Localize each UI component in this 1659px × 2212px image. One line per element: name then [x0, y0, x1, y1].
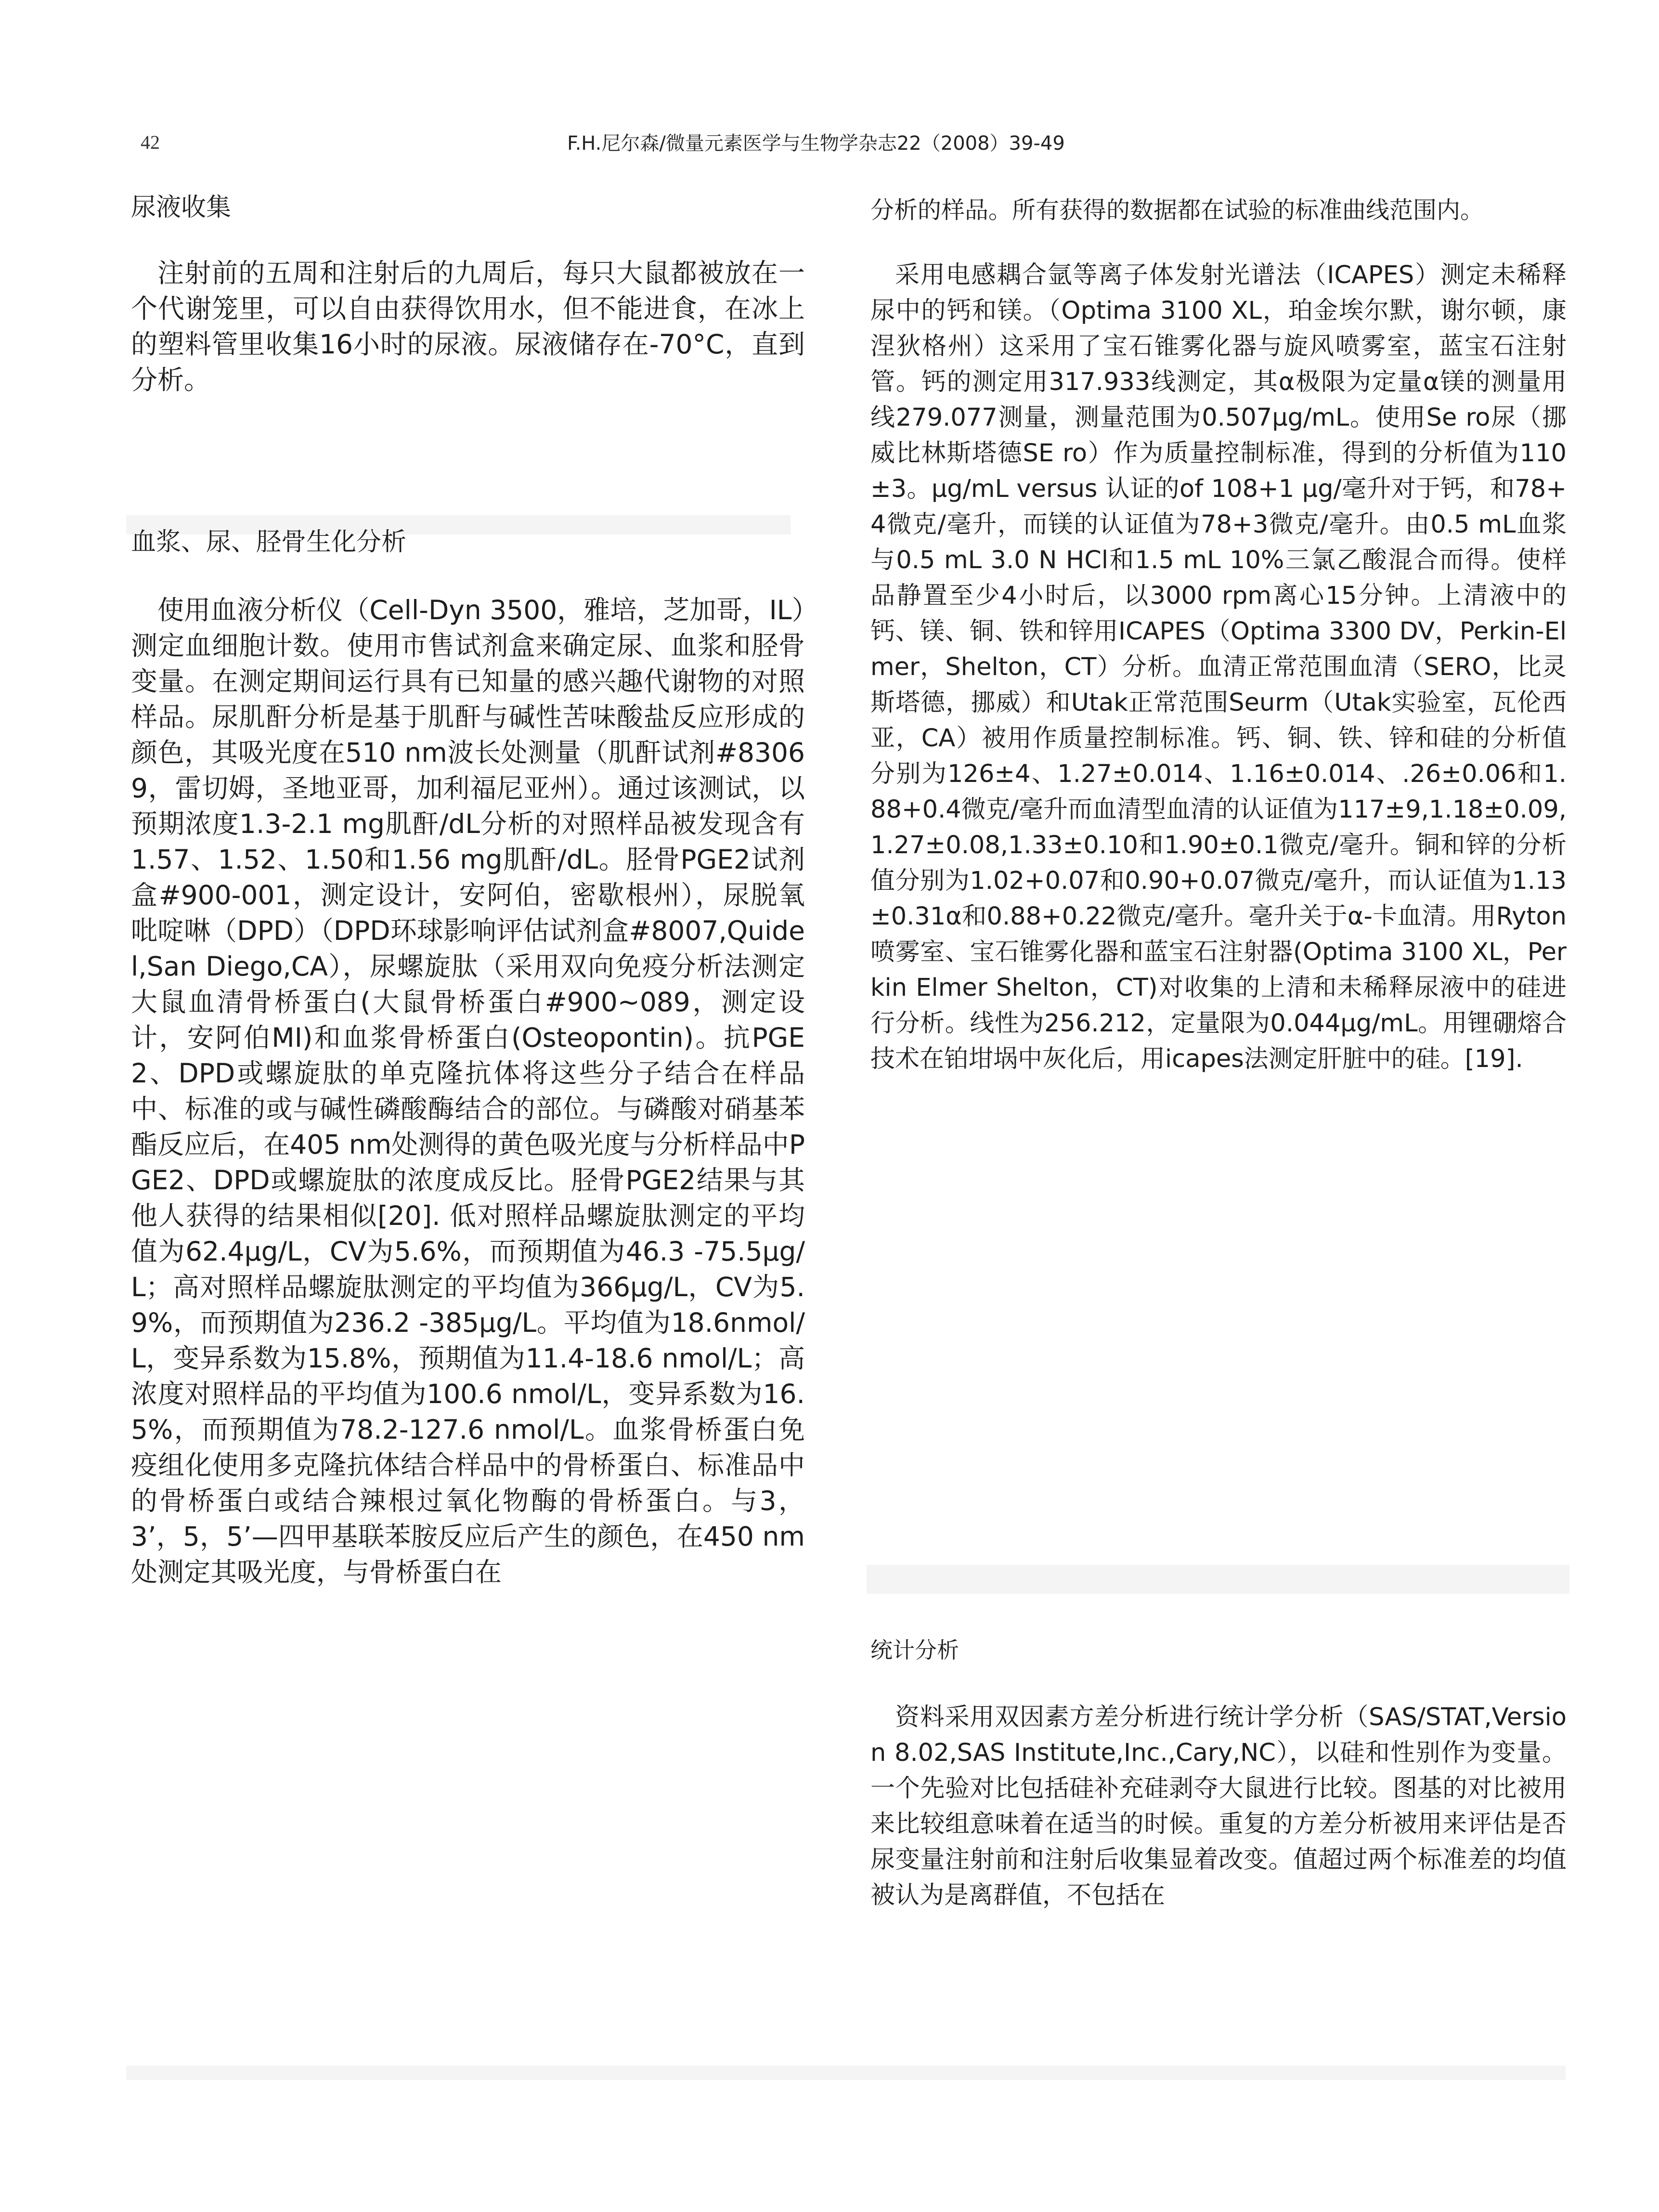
right-column-continuation — [870, 193, 1567, 228]
paragraph-statistical-analysis: 资料采用双因素方差分析进行统计学分析（SAS/STAT,Version 8.02,SAS Institute,Inc.,Cary,NC），以硅和性别作为变量。一个先验对比包括硅补充硅剥夺大鼠进行比较。图基的对比被用来比较组意味着在适当的时候。重复的方差分析被用来评估是否尿变量注射前和注射后收集显着改变。值超过两个标准差的均值被认为是离群值，不包括在 — [870, 1703, 1567, 1910]
left-column — [131, 193, 805, 222]
section-heading-urine-collection: 尿液收集 — [131, 193, 232, 222]
running-head: F.H.尼尔森/微量元素医学与生物学杂志22（2008）39-49 — [567, 132, 1065, 155]
paragraph-urine-collection: 注射前的五周和注射后的九周后，每只大鼠都被放在一个代谢笼里，可以自由获得饮用水，但不能进食，在冰上的塑料管里收集16小时的尿液。尿液储存在-70°C，直到分析。 — [131, 258, 805, 395]
stats-paragraph-block — [870, 1700, 1567, 1913]
icapes-block — [870, 258, 1567, 1077]
paragraph-continuation: 分析的样品。所有获得的数据都在试验的标准曲线范围内。 — [870, 196, 1484, 224]
paragraph-biochemical-analysis: 使用血液分析仪（Cell-Dyn 3500，雅培，芝加哥，IL）测定血细胞计数。使用市售试剂盒来确定尿、血浆和胫骨变量。在测定期间运行具有已知量的感兴趣代谢物的对照样品。尿肌酐分析是基于肌酐与碱性苦味酸盐反应形成的颜色，其吸光度在510 nm波长处测量（肌酐试剂#83069，雷切姆，圣地亚哥，加利福尼亚州）。通过该测试，以预期浓度1.3-2.1 mg肌酐/dL分析的对照样品被发现含有1.57、1.52、1.50和1.56 mg肌酐/dL。胫骨PGE2试剂盒#900-001，测定设计，安阿伯，密歇根州），尿脱氧吡啶啉（DPD）（DPD环球影响评估试剂盒#8007,Quidel,San Diego,CA），尿螺旋肽（采用双向免疫分析法测定大鼠血清骨桥蛋白(大鼠骨桥蛋白#900~089，测定设计，安阿伯MI)和血浆骨桥蛋白(Osteopontin)。抗PGE 2、DPD或螺旋肽的单克隆抗体将这些分子结合在样品中、标准的或与碱性磷酸酶结合的部位。与磷酸对硝基苯酯反应后，在405 nm处测得的黄色吸光度与分析样品中PGE2、DPD或螺旋肽的浓度成反比。胫骨PGE2结果与其他人获得的结果相似[20]. 低对照样品螺旋肽测定的平均值为62.4μg/L，CV为5.6%，而预期值为46.3 -75.5μg/L；高对照样品螺旋肽测定的平均值为366μg/L，CV为5.9%，而预期值为236.2 -385μg/L。平均值为18.6nmol/L，变异系数为15.8%，预期值为11.4-18.6 nmol/L；高浓度对照样品的平均值为100.6 nmol/L，变异系数为16.5%，而预期值为78.2-127.6 nmol/L。血浆骨桥蛋白免疫组化使用多克隆抗体结合样品中的骨桥蛋白、标准品中的骨桥蛋白或结合辣根过氧化物酶的骨桥蛋白。与3，3’，5，5’—四甲基联苯胺反应后产生的颜色，在450 nm处测定其吸光度，与骨桥蛋白在 — [131, 595, 805, 1587]
stats-heading-block — [870, 1637, 1567, 1664]
urine-collection-block — [131, 255, 805, 398]
paragraph-icapes-analysis: 采用电感耦合氩等离子体发射光谱法（ICAPES）测定未稀释尿中的钙和镁。（Optima 3100 XL，珀金埃尔默，谢尔顿，康涅狄格州）这采用了宝石锥雾化器与旋风喷雾室，蓝宝石注射管。钙的测定用317.933线测定，其α极限为定量α镁的测量用线279.077测量，测量范围为0.507μg/mL。使用Se ro尿（挪威比林斯塔德SE ro）作为质量控制标准，得到的分析值为110±3。μg/mL versus 认证的of 108+1 μg/毫升对于钙，和78+4微克/毫升，而镁的认证值为78+3微克/毫升。由0.5 mL血浆与0.5 mL 3.0 N HCl和1.5 mL 10%三氯乙酸混合而得。使样品静置至少4小时后，以3000 rpm离心15分钟。上清液中的钙、镁、铜、铁和锌用ICAPES（Optima 3300 DV，Perkin-Elmer，Shelton，CT）分析。血清正常范围血清（SERO，比灵斯塔德，挪威）和Utak正常范围Seurm（Utak实验室，瓦伦西亚，CA）被用作质量控制标准。钙、铜、铁、锌和硅的分析值分别为126±4、1.27±0.014、1.16±0.014、.26±0.06和1.88+0.4微克/毫升而血清型血清的认证值为117±9,1.18±0.09,1.27±0.08,1.33±0.10和1.90±0.1微克/毫升。铜和锌的分析值分别为1.02+0.07和0.90+0.07微克/毫升，而认证值为1.13±0.31α和0.88+0.22微克/毫升。毫升关于α-卡血清。用Ryton喷雾室、宝石锥雾化器和蓝宝石注射器(Optima 3100 XL，Perkin Elmer Shelton，CT)对收集的上清和未稀释尿液中的硅进行分析。线性为256.212，定量限为0.044μg/mL。用锂硼熔合技术在铂坩埚中灰化后，用icapes法测定肝脏中的硅。[19]. — [870, 261, 1567, 1073]
section-heading-statistical-analysis: 统计分析 — [870, 1637, 959, 1663]
biochem-paragraph-block — [131, 592, 805, 1590]
biochem-heading-block — [131, 527, 805, 557]
page-number: 42 — [141, 131, 160, 153]
scan-shade-bottom — [126, 2066, 1566, 2080]
scan-shade-right — [867, 1565, 1569, 1594]
section-heading-biochemical-analysis: 血浆、尿、胫骨生化分析 — [131, 528, 407, 557]
